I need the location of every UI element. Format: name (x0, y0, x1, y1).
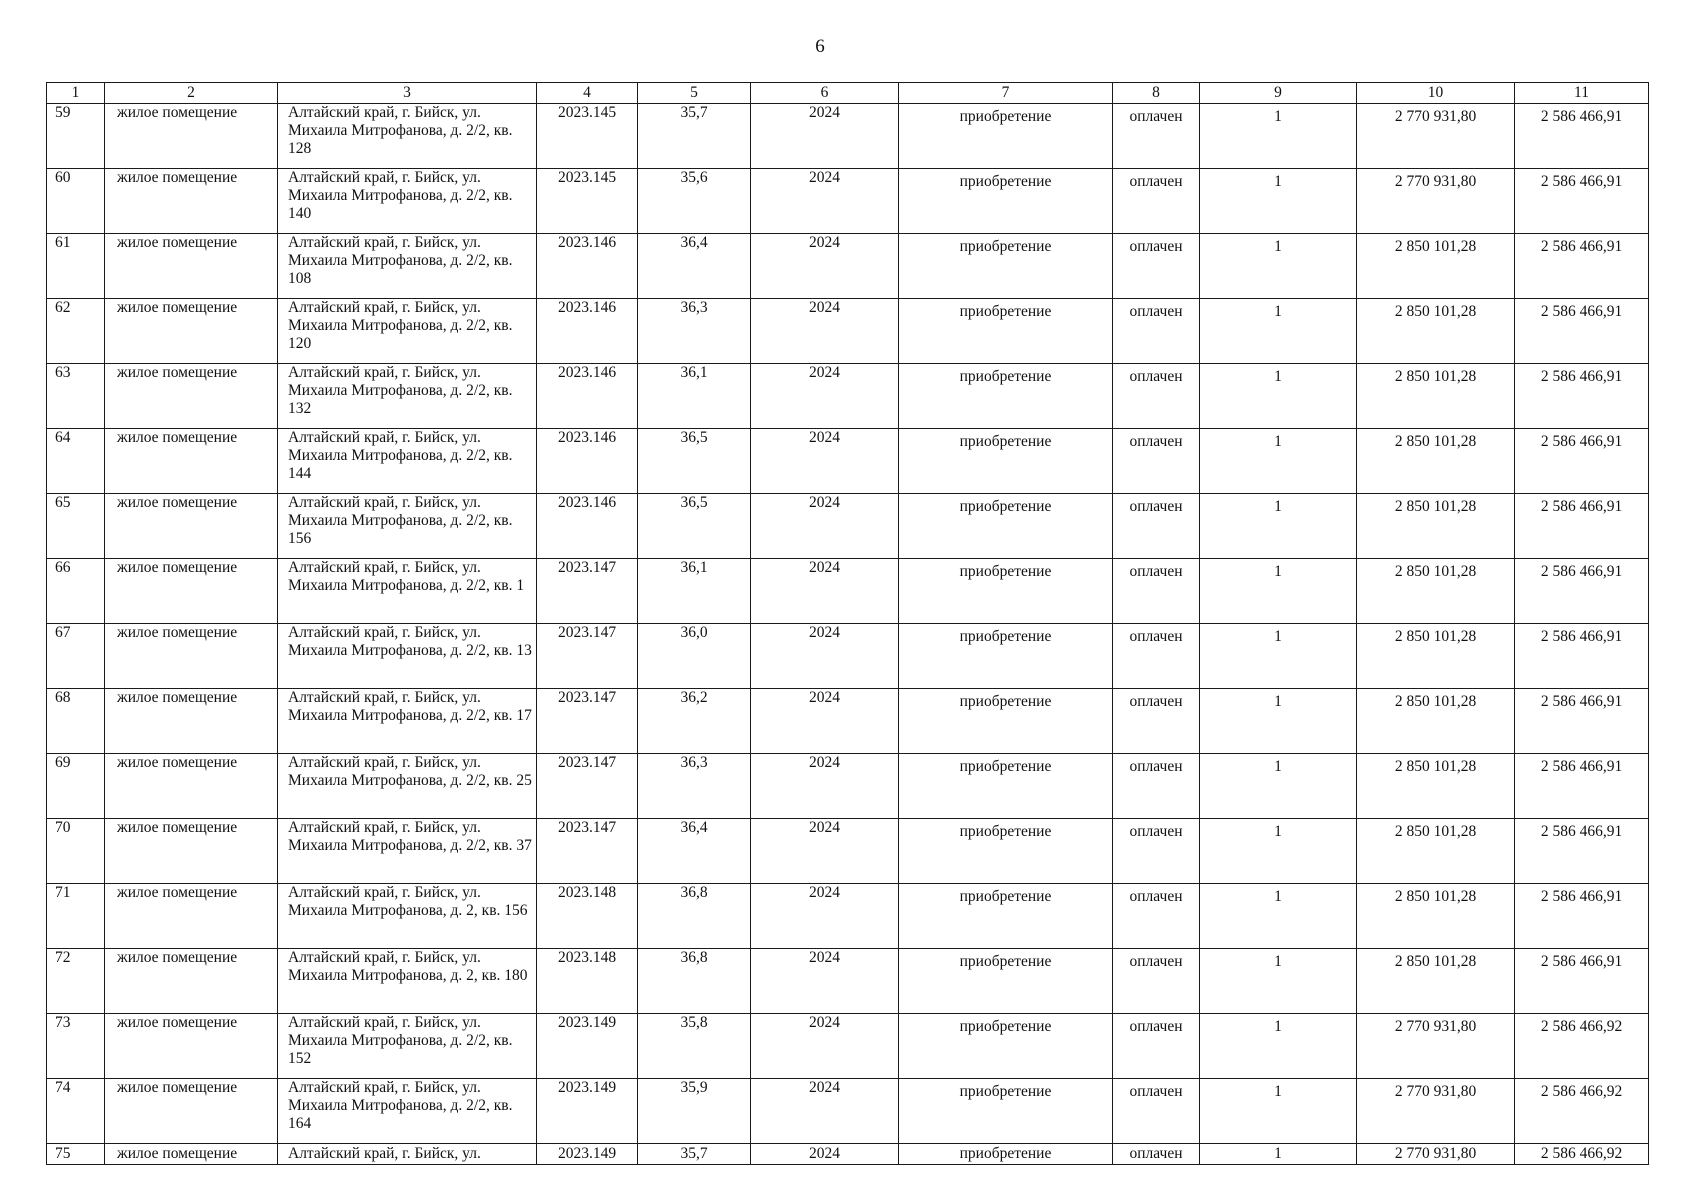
cell-quantity: 1 (1200, 494, 1357, 559)
cell-code: 2023.146 (537, 299, 638, 364)
cell-row-number: 61 (47, 234, 105, 299)
cell-year: 2024 (751, 169, 899, 234)
cell-quantity: 1 (1200, 364, 1357, 429)
cell-payment-status: оплачен (1113, 1144, 1200, 1165)
cell-cost: 2 770 931,80 (1357, 1079, 1515, 1144)
cell-cost: 2 850 101,28 (1357, 754, 1515, 819)
cell-year: 2024 (751, 949, 899, 1014)
cell-object-type: жилое помещение (105, 949, 278, 1014)
column-header: 6 (751, 83, 899, 104)
cell-payment-status: оплачен (1113, 299, 1200, 364)
cell-object-type: жилое помещение (105, 754, 278, 819)
cell-object-type: жилое помещение (105, 819, 278, 884)
cell-code: 2023.147 (537, 559, 638, 624)
cell-row-number: 67 (47, 624, 105, 689)
cell-row-number: 74 (47, 1079, 105, 1144)
cell-amount: 2 586 466,92 (1515, 1014, 1649, 1079)
cell-row-number: 59 (47, 104, 105, 169)
cell-payment-status: оплачен (1113, 1079, 1200, 1144)
cell-row-number: 70 (47, 819, 105, 884)
cell-quantity: 1 (1200, 169, 1357, 234)
cell-area: 36,4 (638, 819, 751, 884)
table-row (47, 494, 1649, 559)
cell-amount: 2 586 466,92 (1515, 1079, 1649, 1144)
cell-object-type: жилое помещение (105, 624, 278, 689)
cell-payment-status: оплачен (1113, 104, 1200, 169)
cell-address: Алтайский край, г. Бийск, ул. Михаила Митрофанова, д. 2/2, кв. 152 (278, 1014, 537, 1079)
cell-row-number: 72 (47, 949, 105, 1014)
cell-cost: 2 770 931,80 (1357, 1014, 1515, 1079)
cell-row-number: 69 (47, 754, 105, 819)
cell-year: 2024 (751, 299, 899, 364)
cell-area: 35,9 (638, 1079, 751, 1144)
column-header: 9 (1200, 83, 1357, 104)
cell-acquisition-method: приобретение (899, 429, 1113, 494)
table-row (47, 1014, 1649, 1079)
cell-area: 36,3 (638, 299, 751, 364)
cell-amount: 2 586 466,91 (1515, 494, 1649, 559)
table-body (47, 104, 1649, 1165)
cell-area: 36,4 (638, 234, 751, 299)
cell-object-type: жилое помещение (105, 1079, 278, 1144)
cell-code: 2023.145 (537, 104, 638, 169)
cell-quantity: 1 (1200, 1079, 1357, 1144)
cell-amount: 2 586 466,91 (1515, 169, 1649, 234)
cell-row-number: 65 (47, 494, 105, 559)
cell-code: 2023.149 (537, 1079, 638, 1144)
cell-year: 2024 (751, 819, 899, 884)
cell-cost: 2 850 101,28 (1357, 689, 1515, 754)
cell-year: 2024 (751, 104, 899, 169)
cell-cost: 2 850 101,28 (1357, 299, 1515, 364)
cell-address: Алтайский край, г. Бийск, ул. Михаила Митрофанова, д. 2/2, кв. 17 (278, 689, 537, 754)
cell-year: 2024 (751, 754, 899, 819)
cell-quantity: 1 (1200, 754, 1357, 819)
cell-quantity: 1 (1200, 104, 1357, 169)
cell-address: Алтайский край, г. Бийск, ул. Михаила Митрофанова, д. 2, кв. 180 (278, 949, 537, 1014)
cell-payment-status: оплачен (1113, 364, 1200, 429)
cell-acquisition-method: приобретение (899, 884, 1113, 949)
cell-address: Алтайский край, г. Бийск, ул. Михаила Митрофанова, д. 2/2, кв. 132 (278, 364, 537, 429)
cell-area: 36,3 (638, 754, 751, 819)
cell-amount: 2 586 466,91 (1515, 689, 1649, 754)
cell-row-number: 75 (47, 1144, 105, 1165)
cell-code: 2023.148 (537, 884, 638, 949)
cell-acquisition-method: приобретение (899, 104, 1113, 169)
cell-amount: 2 586 466,91 (1515, 754, 1649, 819)
cell-area: 36,8 (638, 884, 751, 949)
cell-acquisition-method: приобретение (899, 689, 1113, 754)
cell-row-number: 64 (47, 429, 105, 494)
cell-code: 2023.149 (537, 1014, 638, 1079)
cell-address: Алтайский край, г. Бийск, ул. Михаила Митрофанова, д. 2/2, кв. 13 (278, 624, 537, 689)
cell-code: 2023.146 (537, 364, 638, 429)
cell-object-type: жилое помещение (105, 364, 278, 429)
cell-payment-status: оплачен (1113, 949, 1200, 1014)
cell-row-number: 68 (47, 689, 105, 754)
cell-acquisition-method: приобретение (899, 754, 1113, 819)
table-row (47, 949, 1649, 1014)
cell-quantity: 1 (1200, 884, 1357, 949)
cell-area: 36,8 (638, 949, 751, 1014)
cell-cost: 2 850 101,28 (1357, 884, 1515, 949)
cell-object-type: жилое помещение (105, 559, 278, 624)
cell-object-type: жилое помещение (105, 299, 278, 364)
cell-object-type: жилое помещение (105, 884, 278, 949)
cell-acquisition-method: приобретение (899, 949, 1113, 1014)
cell-acquisition-method: приобретение (899, 169, 1113, 234)
column-header: 5 (638, 83, 751, 104)
cell-object-type: жилое помещение (105, 234, 278, 299)
cell-payment-status: оплачен (1113, 1014, 1200, 1079)
cell-code: 2023.146 (537, 494, 638, 559)
cell-amount: 2 586 466,91 (1515, 949, 1649, 1014)
table-row (47, 884, 1649, 949)
cell-cost: 2 850 101,28 (1357, 949, 1515, 1014)
cell-quantity: 1 (1200, 624, 1357, 689)
cell-quantity: 1 (1200, 299, 1357, 364)
column-header: 8 (1113, 83, 1200, 104)
cell-address: Алтайский край, г. Бийск, ул. Михаила Митрофанова, д. 2/2, кв. 1 (278, 559, 537, 624)
cell-acquisition-method: приобретение (899, 494, 1113, 559)
table-row (47, 624, 1649, 689)
cell-address: Алтайский край, г. Бийск, ул. Михаила Митрофанова, д. 2/2, кв. 144 (278, 429, 537, 494)
cell-area: 35,6 (638, 169, 751, 234)
table-row (47, 234, 1649, 299)
cell-quantity: 1 (1200, 234, 1357, 299)
cell-row-number: 71 (47, 884, 105, 949)
cell-amount: 2 586 466,91 (1515, 819, 1649, 884)
cell-acquisition-method: приобретение (899, 1144, 1113, 1165)
cell-year: 2024 (751, 1079, 899, 1144)
cell-year: 2024 (751, 364, 899, 429)
cell-amount: 2 586 466,91 (1515, 364, 1649, 429)
cell-cost: 2 850 101,28 (1357, 429, 1515, 494)
column-header: 7 (899, 83, 1113, 104)
cell-amount: 2 586 466,91 (1515, 884, 1649, 949)
cell-area: 36,2 (638, 689, 751, 754)
table-row (47, 299, 1649, 364)
table-row (47, 559, 1649, 624)
column-header: 2 (105, 83, 278, 104)
table-row (47, 364, 1649, 429)
cell-acquisition-method: приобретение (899, 299, 1113, 364)
cell-row-number: 63 (47, 364, 105, 429)
cell-year: 2024 (751, 494, 899, 559)
cell-code: 2023.145 (537, 169, 638, 234)
cell-payment-status: оплачен (1113, 624, 1200, 689)
cell-code: 2023.146 (537, 429, 638, 494)
cell-code: 2023.147 (537, 819, 638, 884)
cell-payment-status: оплачен (1113, 429, 1200, 494)
cell-payment-status: оплачен (1113, 819, 1200, 884)
table-row (47, 169, 1649, 234)
cell-address: Алтайский край, г. Бийск, ул. (278, 1144, 537, 1165)
cell-quantity: 1 (1200, 559, 1357, 624)
cell-amount: 2 586 466,91 (1515, 624, 1649, 689)
column-header: 4 (537, 83, 638, 104)
cell-amount: 2 586 466,92 (1515, 1144, 1649, 1165)
cell-year: 2024 (751, 559, 899, 624)
cell-object-type: жилое помещение (105, 429, 278, 494)
column-number-header-row (47, 83, 1649, 104)
cell-cost: 2 770 931,80 (1357, 1144, 1515, 1165)
cell-code: 2023.148 (537, 949, 638, 1014)
cell-cost: 2 850 101,28 (1357, 624, 1515, 689)
cell-payment-status: оплачен (1113, 234, 1200, 299)
page-number: 6 (815, 36, 825, 57)
cell-address: Алтайский край, г. Бийск, ул. Михаила Митрофанова, д. 2/2, кв. 128 (278, 104, 537, 169)
cell-payment-status: оплачен (1113, 884, 1200, 949)
cell-year: 2024 (751, 1144, 899, 1165)
column-header: 10 (1357, 83, 1515, 104)
cell-quantity: 1 (1200, 819, 1357, 884)
cell-object-type: жилое помещение (105, 689, 278, 754)
cell-acquisition-method: приобретение (899, 234, 1113, 299)
cell-amount: 2 586 466,91 (1515, 234, 1649, 299)
cell-acquisition-method: приобретение (899, 364, 1113, 429)
cell-acquisition-method: приобретение (899, 559, 1113, 624)
cell-address: Алтайский край, г. Бийск, ул. Михаила Митрофанова, д. 2, кв. 156 (278, 884, 537, 949)
cell-area: 36,5 (638, 494, 751, 559)
cell-quantity: 1 (1200, 949, 1357, 1014)
cell-cost: 2 770 931,80 (1357, 169, 1515, 234)
cell-year: 2024 (751, 234, 899, 299)
cell-cost: 2 770 931,80 (1357, 104, 1515, 169)
cell-amount: 2 586 466,91 (1515, 104, 1649, 169)
cell-address: Алтайский край, г. Бийск, ул. Михаила Митрофанова, д. 2/2, кв. 108 (278, 234, 537, 299)
cell-code: 2023.146 (537, 234, 638, 299)
cell-acquisition-method: приобретение (899, 624, 1113, 689)
cell-year: 2024 (751, 429, 899, 494)
cell-address: Алтайский край, г. Бийск, ул. Михаила Митрофанова, д. 2/2, кв. 120 (278, 299, 537, 364)
cell-object-type: жилое помещение (105, 494, 278, 559)
cell-address: Алтайский край, г. Бийск, ул. Михаила Митрофанова, д. 2/2, кв. 140 (278, 169, 537, 234)
cell-cost: 2 850 101,28 (1357, 494, 1515, 559)
cell-row-number: 66 (47, 559, 105, 624)
cell-year: 2024 (751, 624, 899, 689)
cell-area: 35,7 (638, 1144, 751, 1165)
cell-area: 35,7 (638, 104, 751, 169)
cell-acquisition-method: приобретение (899, 1014, 1113, 1079)
cell-code: 2023.147 (537, 689, 638, 754)
cell-year: 2024 (751, 1014, 899, 1079)
cell-row-number: 60 (47, 169, 105, 234)
table-row (47, 429, 1649, 494)
cell-payment-status: оплачен (1113, 689, 1200, 754)
cell-payment-status: оплачен (1113, 169, 1200, 234)
cell-acquisition-method: приобретение (899, 819, 1113, 884)
cell-code: 2023.147 (537, 754, 638, 819)
cell-quantity: 1 (1200, 429, 1357, 494)
table-row (47, 104, 1649, 169)
table-row (47, 754, 1649, 819)
cell-address: Алтайский край, г. Бийск, ул. Михаила Митрофанова, д. 2/2, кв. 156 (278, 494, 537, 559)
column-header: 1 (47, 83, 105, 104)
cell-object-type: жилое помещение (105, 169, 278, 234)
cell-row-number: 62 (47, 299, 105, 364)
cell-payment-status: оплачен (1113, 754, 1200, 819)
cell-address: Алтайский край, г. Бийск, ул. Михаила Митрофанова, д. 2/2, кв. 37 (278, 819, 537, 884)
cell-address: Алтайский край, г. Бийск, ул. Михаила Митрофанова, д. 2/2, кв. 25 (278, 754, 537, 819)
cell-payment-status: оплачен (1113, 559, 1200, 624)
cell-quantity: 1 (1200, 1144, 1357, 1165)
cell-address: Алтайский край, г. Бийск, ул. Михаила Митрофанова, д. 2/2, кв. 164 (278, 1079, 537, 1144)
cell-area: 35,8 (638, 1014, 751, 1079)
table-row (47, 1144, 1649, 1165)
table-row (47, 1079, 1649, 1144)
column-header: 3 (278, 83, 537, 104)
cell-amount: 2 586 466,91 (1515, 299, 1649, 364)
cell-object-type: жилое помещение (105, 1014, 278, 1079)
cell-cost: 2 850 101,28 (1357, 819, 1515, 884)
cell-area: 36,1 (638, 364, 751, 429)
cell-object-type: жилое помещение (105, 104, 278, 169)
cell-quantity: 1 (1200, 689, 1357, 754)
cell-amount: 2 586 466,91 (1515, 429, 1649, 494)
cell-cost: 2 850 101,28 (1357, 234, 1515, 299)
cell-code: 2023.147 (537, 624, 638, 689)
cell-payment-status: оплачен (1113, 494, 1200, 559)
cell-code: 2023.149 (537, 1144, 638, 1165)
cell-cost: 2 850 101,28 (1357, 364, 1515, 429)
cell-cost: 2 850 101,28 (1357, 559, 1515, 624)
registry-table (46, 82, 1649, 1165)
column-header: 11 (1515, 83, 1649, 104)
cell-area: 36,5 (638, 429, 751, 494)
cell-amount: 2 586 466,91 (1515, 559, 1649, 624)
table-row (47, 819, 1649, 884)
cell-year: 2024 (751, 689, 899, 754)
cell-object-type: жилое помещение (105, 1144, 278, 1165)
cell-area: 36,1 (638, 559, 751, 624)
cell-area: 36,0 (638, 624, 751, 689)
cell-year: 2024 (751, 884, 899, 949)
cell-quantity: 1 (1200, 1014, 1357, 1079)
table-row (47, 689, 1649, 754)
cell-row-number: 73 (47, 1014, 105, 1079)
cell-acquisition-method: приобретение (899, 1079, 1113, 1144)
